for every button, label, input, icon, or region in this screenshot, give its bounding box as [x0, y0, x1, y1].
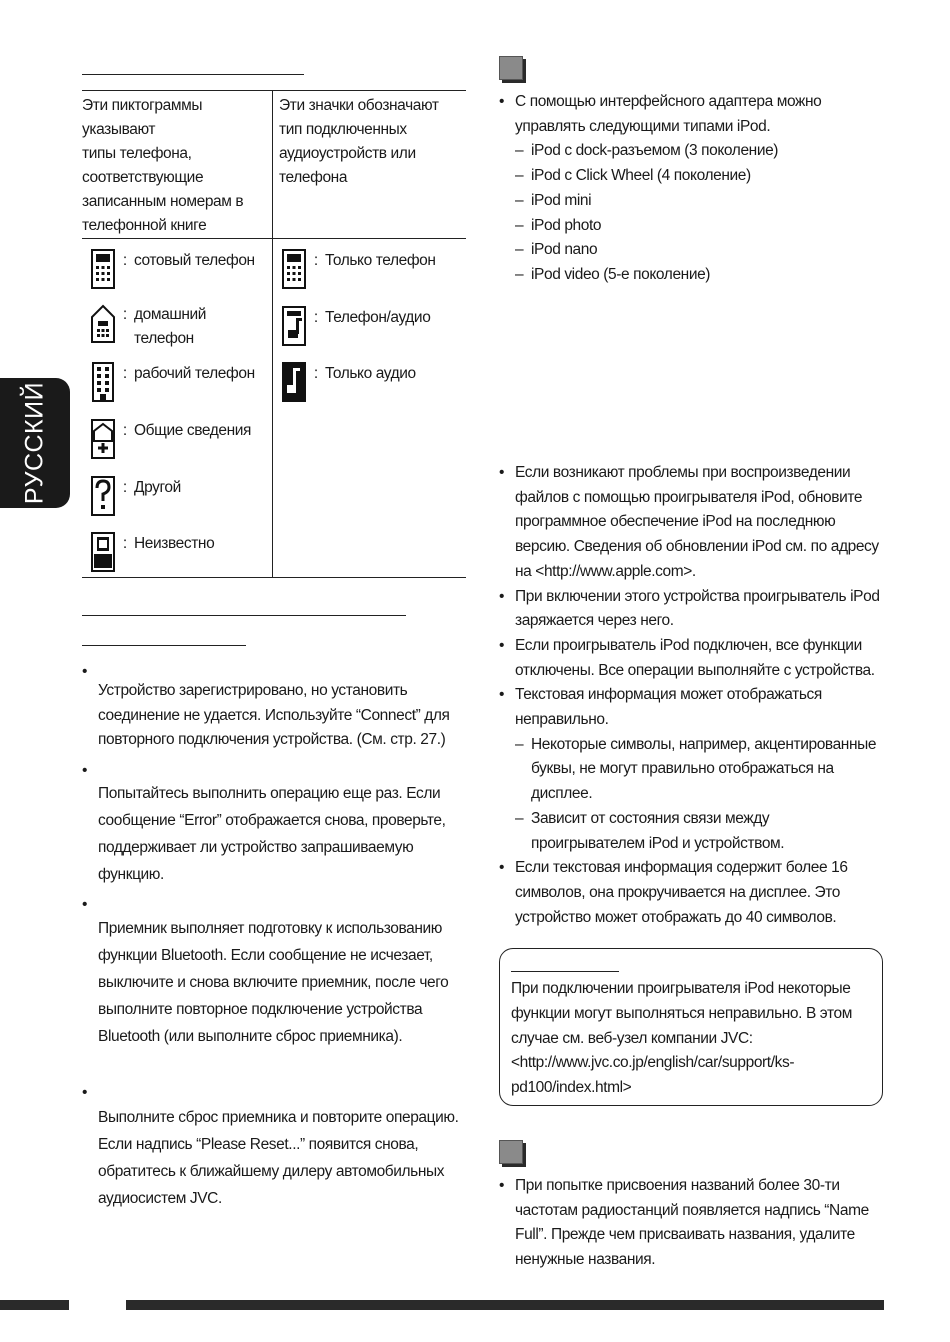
device-type-row-phone-audio [281, 306, 430, 346]
colon: : [122, 535, 128, 552]
table-bottom-border [82, 577, 466, 578]
troubleshooting-item: Выполните сброс приемника и повторите операцию. Если надпись “Please Reset...” появится снова, обратитесь к ближайшему дилеру автомобильных аудиосистем JVC. [98, 1109, 459, 1207]
unknown-person-icon [90, 532, 116, 572]
note-heading-rule [511, 971, 619, 972]
colon: : [313, 365, 319, 382]
phone-only-icon [281, 249, 307, 289]
list-item: • Если проигрыватель iPod подключен, все функции отключены. Все операции выполняйте с устройства. [499, 634, 884, 683]
phone-type-row-other [90, 476, 181, 516]
ipod-model-item: – iPod nano [499, 238, 879, 263]
ipod-model-item: – iPod с Click Wheel (4 поколение) [499, 164, 879, 189]
home-phone-icon [90, 303, 116, 343]
phone-audio-icon [281, 306, 307, 346]
general-info-icon [90, 419, 116, 459]
subheading-rule [82, 645, 246, 646]
phone-type-column-header: Эти пиктограммы указывают типы телефона, соответствующие записанным номерам в телефонной книге [82, 97, 244, 234]
language-label: РУССКИЙ [20, 381, 49, 505]
phone-type-label: Неизвестно [134, 535, 215, 552]
colon: : [122, 252, 128, 269]
section-heading-marker [499, 1140, 523, 1164]
footer-bar-right [126, 1300, 884, 1310]
note-box [499, 948, 883, 1106]
note-text: При подключении проигрывателя iPod некоторые функции могут выполняться неправильно. В этом случае см. веб-узел компании JVC:<http://www.jvc.co.jp/english/car/support/ks-pd100/index.html> [511, 980, 852, 1097]
colon: : [122, 365, 128, 382]
phone-type-label: Другой [134, 479, 181, 496]
cellphone-icon [90, 249, 116, 289]
list-item: • С помощью интерфейсного адаптера можно управлять следующими типами iPod. [499, 90, 879, 139]
office-phone-icon [90, 362, 116, 402]
bullet: • [82, 1084, 88, 1101]
list-item: • При включении этого устройства проигрыватель iPod заряжается через него. [499, 585, 884, 634]
phone-type-label: сотовый телефон [134, 252, 255, 269]
table-header-border [82, 238, 466, 239]
colon: : [122, 479, 128, 496]
section-heading-rule [82, 615, 406, 616]
phone-type-label: Общие сведения [134, 422, 252, 439]
device-type-label: Только телефон [325, 252, 436, 269]
language-side-tab [0, 378, 70, 508]
ipod-model-item: – iPod video (5-е поколение) [499, 263, 879, 288]
footer-bar-left [0, 1300, 69, 1310]
list-item: • При попытке присвоения названий более 30-ти частотам радиостанций появляется надпись “Name Full”. Прежде чем присваивать названия, удалите ненужные названия. [499, 1174, 879, 1273]
ipod-notes-list [499, 461, 884, 930]
bullet: • [82, 762, 88, 779]
phone-type-row-general [90, 419, 251, 459]
section-heading-rule [82, 74, 304, 75]
list-subitem: – Зависит от состояния связи между проигрывателем iPod и устройством. [499, 807, 884, 856]
list-item: • Если возникают проблемы при воспроизведении файлов с помощью проигрывателя iPod, обновите программное обеспечение iPod на последнюю версию. Сведения об обновлении iPod см. по адресу на <http://www.apple.com>. [499, 461, 884, 585]
device-type-column-header: Эти значки обозначают тип подключенных аудиоустройств или телефона [279, 97, 439, 186]
station-names-list [499, 1174, 879, 1273]
device-type-label: Телефон/аудио [325, 309, 431, 326]
bullet: • [82, 896, 88, 913]
phone-type-row-office [90, 362, 255, 402]
ipod-model-item: – iPod с dock-разъемом (3 поколение) [499, 139, 879, 164]
troubleshooting-item: Устройство зарегистрировано, но установить соединение не удается. Используйте “Connect” для повторного подключения устройства. (См. стр. 27.) [98, 682, 450, 748]
device-type-row-phone-only [281, 249, 436, 289]
colon: : [122, 422, 128, 439]
phone-type-row-home [90, 303, 206, 351]
list-item: • Текстовая информация может отображаться неправильно. [499, 683, 884, 732]
phone-type-row-unknown [90, 532, 214, 572]
question-mark-icon [90, 476, 116, 516]
list-item: • Если текстовая информация содержит более 16 символов, она прокручивается на дисплее. Это устройство может отображать до 40 символов. [499, 856, 884, 930]
bullet: • [82, 663, 88, 680]
device-type-row-audio-only [281, 362, 416, 402]
troubleshooting-item: Приемник выполняет подготовку к использованию функции Bluetooth. Если сообщение не исчезает, выключите и снова включите приемник, после чего выполните повторное подключение устройства Bluetooth (или выполните сброс приемника). [98, 920, 449, 1045]
audio-only-icon [281, 362, 307, 402]
table-top-border [82, 90, 466, 91]
section-heading-marker [499, 56, 523, 80]
phone-type-label: рабочий телефон [134, 365, 255, 382]
device-type-label: Только аудио [325, 365, 416, 382]
colon: : [313, 252, 319, 269]
ipod-model-item: – iPod photo [499, 214, 879, 239]
colon: : [122, 306, 128, 323]
table-column-divider [272, 90, 273, 577]
troubleshooting-item: Попытайтесь выполнить операцию еще раз. Если сообщение “Error” отображается снова, проверьте, поддерживает ли устройство запрашиваемую функцию. [98, 785, 446, 883]
ipod-types-list [499, 90, 879, 288]
phone-type-label: домашний телефон [134, 306, 207, 347]
list-subitem: – Некоторые символы, например, акцентированные буквы, не могут правильно отображаться на дисплее. [499, 733, 884, 807]
colon: : [313, 309, 319, 326]
ipod-model-item: – iPod mini [499, 189, 879, 214]
phone-type-row-cellphone [90, 249, 255, 289]
